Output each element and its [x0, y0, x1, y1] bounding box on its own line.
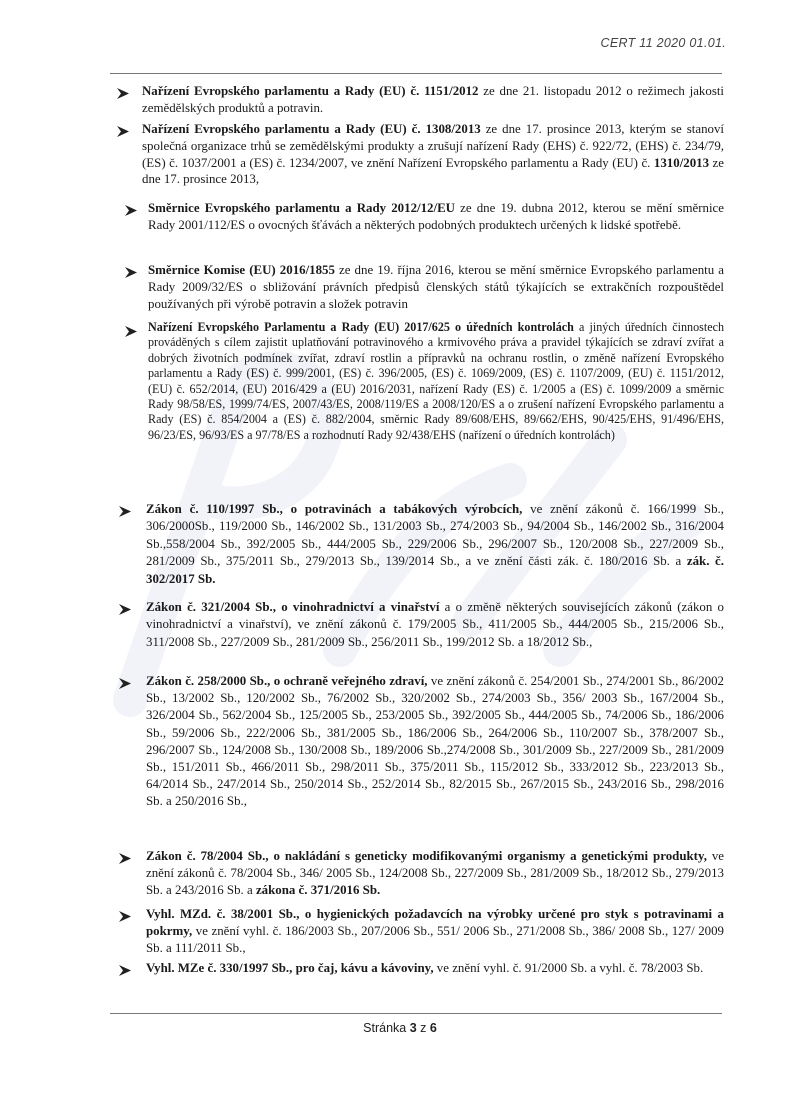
- arrow-bullet-icon: [116, 125, 130, 138]
- item-body: ve znění vyhl. č. 91/2000 Sb. a vyhl. č. 78/2003 Sb.: [433, 961, 704, 975]
- item-title: Směrnice Evropského parlamentu a Rady 2012/12/EU: [148, 201, 455, 215]
- item-title: Vyhl. MZe č. 330/1997 Sb., pro čaj, kávu a kávoviny,: [146, 961, 434, 975]
- item-body: ze dne 19. října 2016, kterou se mění směrnice Evropského parlamentu a Rady 2009/32/ES o sbližování právních předpisů členských států týkajících se extrakčních rozpouštědel používaných při výrobě potravin a složek potravin: [148, 263, 724, 311]
- item-text: [148, 262, 724, 312]
- item-text: [146, 599, 724, 651]
- item-title-secondary: 1310/2013: [653, 155, 710, 170]
- item-text: [146, 848, 724, 898]
- item-text: [146, 960, 724, 977]
- item-title: Vyhl. MZd. č. 38/2001 Sb., o hygienických požadavcích na výrobky určené pro styk s potravinami a pokrmy,: [146, 907, 724, 938]
- item-body: ve znění zákonů č. 78/2004 Sb., 346/ 2005 Sb., 124/2008 Sb., 227/2009 Sb., 281/2009 Sb., 18/2012 Sb., 279/2013 Sb. a 243/2016 Sb. a: [146, 849, 725, 897]
- item-title: Zákon č. 321/2004 Sb., o vinohradnictví a vinařství: [146, 600, 440, 614]
- item-title-secondary: zákona č. 371/2016 Sb.: [255, 882, 381, 897]
- page-total: 6: [429, 1021, 437, 1035]
- item-text: [148, 200, 724, 234]
- item-body: ze dne 17. prosince 2013, kterým se stanoví společná organizace trhů se zemědělskými produkty a zrušují nařízení Rady (EHS) č. 922/72, (EHS) č. 234/79, (ES) č. 1037/2001 a (ES) č. 1234/2007, ve znění Nařízení Evropského parlamentu a Rady (EU) č.: [142, 122, 724, 170]
- item-text: [146, 501, 724, 588]
- arrow-bullet-icon: [118, 964, 132, 977]
- item-title-secondary: zák. č. 302/2017 Sb.: [146, 554, 724, 586]
- item-body: ve znění zákonů č. 254/2001 Sb., 274/2001 Sb., 86/2002 Sb., 13/2002 Sb., 120/2002 Sb., 76/2002 Sb., 320/2002 Sb., 274/2003 Sb., 356/ 2003 Sb., 167/2004 Sb., 326/2004 Sb., 562/2004 Sb., 125/2005 Sb., 253/2005 Sb., 392/2005 Sb., 444/2005 Sb., 74/2006 Sb., 186/2006 Sb., 59/2006 Sb., 222/2006 Sb., 381/2005 Sb., 186/2006 Sb., 264/2006 Sb., 110/2007 Sb., 378/2007 Sb., 296/2007 Sb., 124/2008 Sb., 130/2008 Sb., 189/2006 Sb.,274/2008 Sb., 301/2009 Sb., 227/2009 Sb., 281/2009 Sb., 151/2011 Sb., 466/2011 Sb., 298/2011 Sb., 375/2011 Sb., 115/2012 Sb., 333/2012 Sb., 223/2013 Sb., 64/2014 Sb., 247/2014 Sb., 250/2014 Sb., 252/2014 Sb., 82/2015 Sb., 267/2015 Sb., 243/2016 Sb., 298/2016 Sb. a 250/2016 Sb.,: [146, 674, 724, 809]
- item-title: Nařízení Evropského Parlamentu a Rady (EU) 2017/625 o úředních kontrolách: [148, 320, 574, 334]
- arrow-bullet-icon: [118, 505, 132, 518]
- item-title: Nařízení Evropského parlamentu a Rady (EU) č. 1308/2013: [142, 122, 481, 136]
- item-title: Nařízení Evropského parlamentu a Rady (EU) č. 1151/2012: [142, 84, 479, 98]
- item-title: Směrnice Komise (EU) 2016/1855: [148, 263, 335, 277]
- footer-rule: [110, 1013, 722, 1014]
- arrow-bullet-icon: [124, 266, 138, 279]
- item-text: [142, 83, 724, 117]
- arrow-bullet-icon: [124, 204, 138, 217]
- item-body: ve znění vyhl. č. 186/2003 Sb., 207/2006 Sb., 551/ 2006 Sb., 271/2008 Sb., 386/ 2008 Sb., 127/ 2009 Sb. a 111/2011 Sb.,: [146, 923, 724, 955]
- item-body: a jiných úředních činnostech prováděných s cílem zajistit uplatňování potravinového a krmivového práva a pravidel týkajících se zdraví zvířat a dobrých životních podmínek zvířat, zdraví rostlin a přípravků na ochranu rostlin, o změně nařízení Evropského parlamentu a Rady (ES) č. 999/2001, (ES) č. 396/2005, (ES) č. 1069/2009, (ES) č. 1107/2009, (EU) č. 1151/2012, (EU) č. 652/2014, (EU) 2016/429 a (EU) 2016/2031, nařízení Rady (ES) č. 1/2005 a (ES) č. 1099/2009 a směrnic Rady 98/58/ES, 1999/74/ES, 2007/43/ES, 2008/119/ES a 2008/120/ES a o zrušení nařízení Evropského parlamentu a Rady (ES) č. 854/2004 a (ES) č. 882/2004, směrnic Rady 89/608/EHS, 89/662/EHS, 90/425/EHS, 91/496/EHS, 96/23/ES, 96/93/ES a 97/78/ES a rozhodnutí Rady 92/438/EHS (nařízení o úředních kontrolách): [148, 320, 724, 442]
- page-number: [0, 1021, 800, 1035]
- arrow-bullet-icon: [124, 325, 138, 338]
- arrow-bullet-icon: [118, 677, 132, 690]
- item-body: ze dne 21. listopadu 2012 o režimech jakosti zemědělských produktů a potravin.: [142, 84, 725, 115]
- item-title: Zákon č. 258/2000 Sb., o ochraně veřejného zdraví,: [146, 674, 428, 688]
- header-rule: [110, 73, 722, 74]
- item-text: [142, 121, 724, 188]
- arrow-bullet-icon: [118, 852, 132, 865]
- page-label: Stránka: [363, 1021, 407, 1035]
- item-body: a o změně některých souvisejících zákonů (zákon o vinohradnictví a vinařství), ve znění zákonů č. 179/2005 Sb., 411/2005 Sb., 444/2005 Sb., 215/2006 Sb., 311/2008 Sb., 227/2009 Sb., 281/2009 Sb., 256/2011 Sb., 199/2012 Sb. a 18/2012 Sb.,: [146, 600, 724, 649]
- item-body-secondary: ze dne 17. prosince 2013,: [142, 155, 724, 187]
- document-code: CERT 11 2020 01.01.: [600, 36, 726, 50]
- page-separator: z: [420, 1021, 427, 1035]
- item-text: [146, 906, 724, 956]
- item-body: ve znění zákonů č. 166/1999 Sb., 306/2000Sb., 119/2000 Sb., 146/2002 Sb., 131/2003 Sb., 274/2003 Sb., 94/2004 Sb., 146/2002 Sb., 316/2004 Sb.,558/2004 Sb., 392/2005 Sb., 444/2005 Sb., 229/2006 Sb., 296/2007 Sb., 120/2008 Sb., 227/2009 Sb., 281/2009 Sb., 375/2011 Sb., 279/2013 Sb., 139/2014 Sb., a ve znění části zák. č. 180/2016 Sb. a: [146, 502, 724, 569]
- arrow-bullet-icon: [118, 603, 132, 616]
- page-current: 3: [409, 1021, 417, 1035]
- item-title: Zákon č. 78/2004 Sb., o nakládání s geneticky modifikovanými organismy a genetickými produkty,: [146, 849, 707, 863]
- arrow-bullet-icon: [118, 910, 132, 923]
- arrow-bullet-icon: [116, 87, 130, 100]
- item-body: ze dne 19. dubna 2012, kterou se mění směrnice Rady 2001/112/ES o ovocných šťávách a některých podobných produktech určených k lidské spotřebě.: [148, 201, 724, 232]
- item-text: [148, 320, 724, 443]
- item-text: [146, 673, 724, 811]
- item-title: Zákon č. 110/1997 Sb., o potravinách a tabákových výrobcích,: [146, 502, 523, 516]
